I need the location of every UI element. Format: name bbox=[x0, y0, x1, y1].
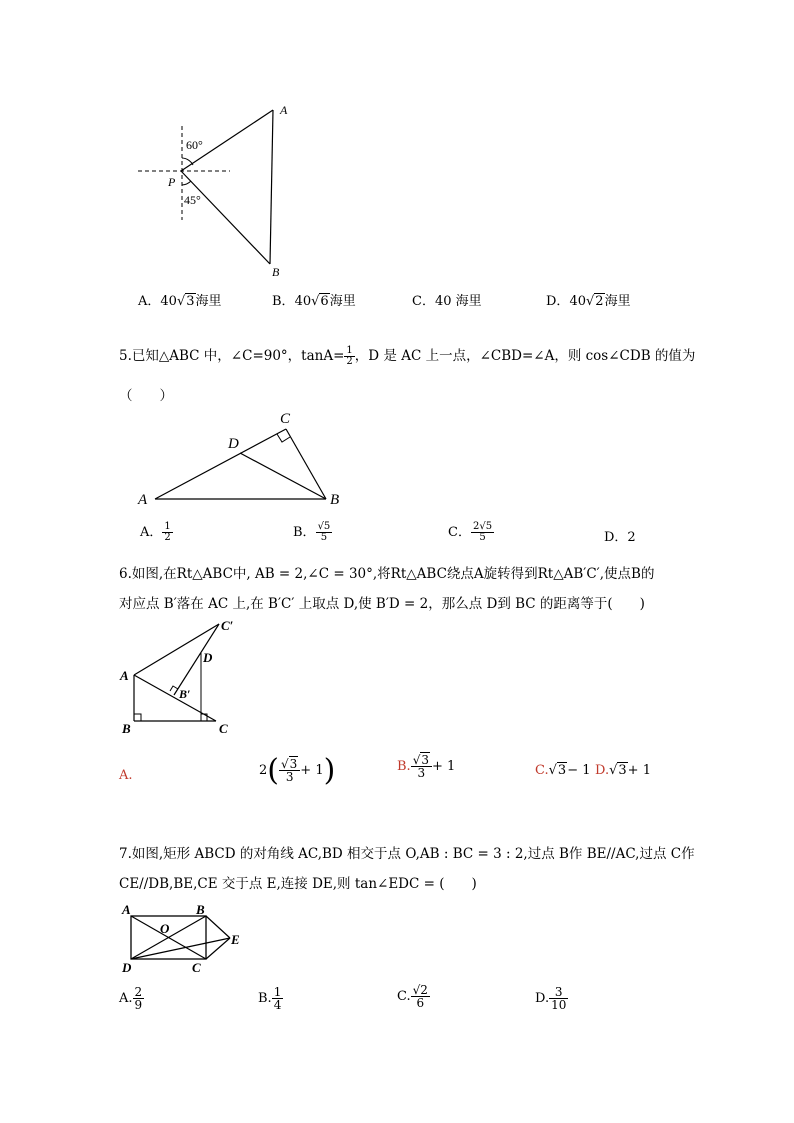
q7-label-b: B bbox=[196, 902, 205, 917]
q7-label-e: E bbox=[231, 932, 240, 947]
q5-label-d: D bbox=[228, 436, 239, 452]
q7-label-o: O bbox=[160, 921, 170, 936]
q6-label-c-prime: C′ bbox=[221, 618, 234, 633]
q6-option-c[interactable]: C.√3− 1 bbox=[535, 763, 591, 778]
q7-option-d[interactable]: D. $\frac{3}{10}$ bbox=[535, 985, 567, 1012]
q4-option-d[interactable]: D．40√2海里 bbox=[546, 294, 631, 309]
q7-label-d: D bbox=[122, 960, 132, 975]
q7-stem-line1: 7.如图,矩形 ABCD 的对角线 AC,BD 相交于点 O,AB : BC = 3 : 2,过点 B作 BE//AC,过点 C作 bbox=[119, 846, 695, 862]
fig4-angle-45: 45° bbox=[184, 193, 201, 207]
q6-label-a: A bbox=[120, 668, 129, 683]
q6-stem-line1: 6.如图,在Rt△ABC中, AB = 2,∠C = 30°,将Rt△ABC绕点A旋转得到Rt△AB′C′,使点B的 bbox=[119, 566, 655, 582]
q5-option-c[interactable]: C． $\frac{2√5}{5}$ bbox=[448, 521, 493, 543]
q7-label-a: A bbox=[122, 902, 131, 917]
fig4-label-p: P bbox=[168, 175, 176, 189]
q5-option-b[interactable]: B． $\frac{√5}{5}$ bbox=[293, 521, 331, 543]
q7-option-c[interactable]: C. $\frac{√2}{6}$ bbox=[397, 983, 428, 1010]
q5-label-a: A bbox=[138, 492, 148, 508]
q4-option-a[interactable]: A．40√3海里 bbox=[138, 294, 222, 309]
q4-option-c[interactable]: C．40 海里 bbox=[412, 294, 482, 309]
q5-label-b: B bbox=[330, 492, 340, 508]
fig4-angle-60: 60° bbox=[186, 138, 203, 152]
q7-stem-line2: CE//DB,BE,CE 交于点 E,连接 DE,则 tan∠EDC = ( ) bbox=[119, 876, 477, 892]
q5-figure bbox=[134, 405, 364, 515]
q7-option-b[interactable]: B. $\frac{1}{4}$ bbox=[258, 985, 282, 1012]
q6-label-c: C bbox=[219, 721, 228, 736]
q6-stem-line2: 对应点 B′落在 AC 上,在 B′C′ 上取点 D,使 B′D = 2，那么点 D到 BC 的距离等于( ) bbox=[119, 596, 645, 612]
q5-tan-fraction: $\frac{1}{2}$ bbox=[346, 345, 353, 367]
q6-option-d[interactable]: D.√3+ 1 bbox=[595, 763, 651, 778]
fig4-label-a: A bbox=[280, 103, 288, 117]
q5-option-a[interactable]: A． $\frac{1}{2}$ bbox=[140, 521, 171, 543]
q4-option-b[interactable]: B．40√6海里 bbox=[272, 294, 356, 309]
q7-label-c: C bbox=[192, 960, 201, 975]
q6-option-a-expression[interactable]: 2( $\frac{√3}{3}$ + 1) bbox=[259, 753, 336, 788]
q6-figure bbox=[118, 615, 258, 745]
fig4-label-b: B bbox=[272, 265, 280, 279]
q7-option-a[interactable]: A. $\frac{2}{9}$ bbox=[119, 985, 143, 1012]
q6-option-b[interactable]: B. $\frac{√3}{3}$ + 1 bbox=[397, 753, 456, 780]
q5-stem: 5.已知△ABC 中，∠C=90°，tanA= $\frac{1}{2}$ ，D 是 AC 上一点，∠CBD=∠A，则 cos∠CDB 的值为 bbox=[119, 345, 696, 367]
q5-option-d[interactable]: D．2 bbox=[604, 530, 636, 545]
q6-label-d: D bbox=[203, 650, 213, 665]
q6-label-b-prime: B′ bbox=[179, 687, 191, 701]
q5-paren: （ ） bbox=[119, 388, 173, 404]
q6-label-b: B bbox=[122, 721, 131, 736]
q6-option-a-letter[interactable]: A. bbox=[119, 768, 133, 783]
q7-figure bbox=[118, 900, 258, 980]
q4-figure bbox=[130, 100, 310, 280]
q5-label-c: C bbox=[280, 411, 291, 427]
